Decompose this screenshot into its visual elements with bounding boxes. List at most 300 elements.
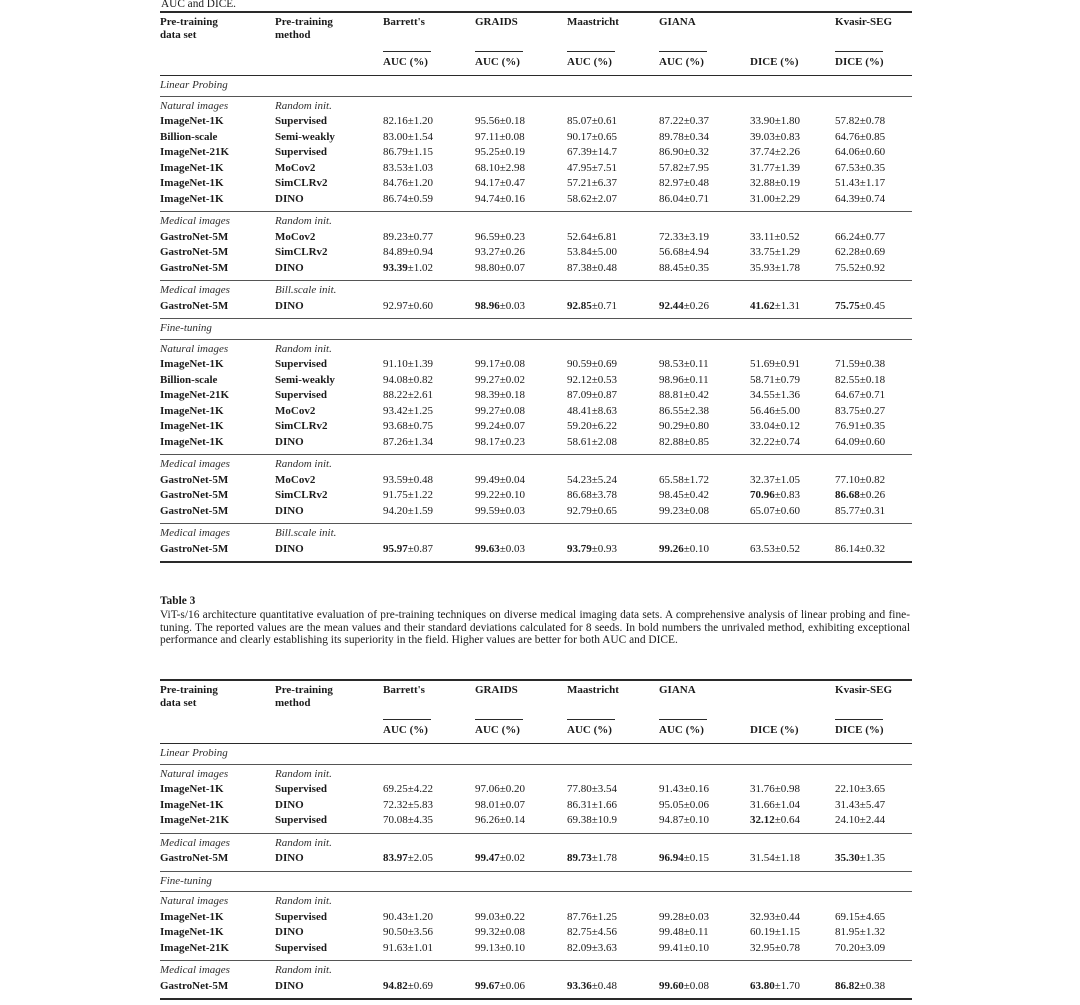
value-std: 0.18 xyxy=(505,389,526,401)
cell-value xyxy=(835,261,912,281)
value-mean: 95.97 xyxy=(383,542,408,555)
plus-minus: ± xyxy=(591,115,598,127)
cell-value xyxy=(835,373,912,389)
group-image-type: Natural images xyxy=(160,892,275,910)
plus-minus: ± xyxy=(591,941,598,954)
cell-value xyxy=(475,473,567,489)
group-filler xyxy=(383,281,912,299)
value-std: 1.25 xyxy=(597,910,618,923)
plus-minus: ± xyxy=(683,435,690,448)
value-mean: 37.74 xyxy=(750,146,775,158)
cell-value xyxy=(750,245,835,261)
value-std: 0.60 xyxy=(780,504,801,517)
cell-value xyxy=(835,798,912,814)
value-std: 0.71 xyxy=(597,299,618,312)
value-std: 5.47 xyxy=(865,798,886,811)
value-mean: 89.78 xyxy=(659,130,684,143)
value-mean: 99.26 xyxy=(659,542,684,555)
value-std: 1.70 xyxy=(780,979,801,992)
value-mean: 32.22 xyxy=(750,435,775,448)
value-mean: 71.59 xyxy=(835,358,860,370)
cell-value xyxy=(750,299,835,319)
plus-minus: ± xyxy=(591,852,598,864)
cell-value xyxy=(750,145,835,161)
plus-minus: ± xyxy=(499,389,506,401)
value-mean: 99.49 xyxy=(475,473,500,486)
cell-value xyxy=(659,145,750,161)
cell-dataset: GastroNet-5M xyxy=(160,473,229,486)
plus-minus: ± xyxy=(407,115,414,127)
cell-value xyxy=(750,813,835,833)
header-group xyxy=(835,680,912,724)
plus-minus: ± xyxy=(499,246,506,258)
value-std: 1.04 xyxy=(780,798,801,811)
plus-minus: ± xyxy=(407,261,414,274)
plus-minus: ± xyxy=(774,130,781,143)
cell-value xyxy=(567,299,659,319)
value-mean: 82.09 xyxy=(567,941,592,954)
cell-value xyxy=(567,114,659,130)
value-std: 0.10 xyxy=(505,941,526,954)
value-mean: 48.41 xyxy=(567,404,592,417)
plus-minus: ± xyxy=(407,473,414,486)
table-row xyxy=(160,504,912,524)
value-std: 1.20 xyxy=(413,177,434,189)
cell-value xyxy=(383,388,475,404)
subheader-metric: DICE (%) xyxy=(750,724,835,744)
subheader-metric: DICE (%) xyxy=(835,56,912,76)
value-std: 0.87 xyxy=(597,389,618,401)
cell-dataset: ImageNet-21K xyxy=(160,389,230,401)
plus-minus: ± xyxy=(859,489,866,501)
plus-minus: ± xyxy=(499,926,506,938)
table3-caption xyxy=(160,595,910,647)
value-std: 4.94 xyxy=(689,246,710,258)
value-std: 3.78 xyxy=(597,489,618,501)
plus-minus: ± xyxy=(774,489,781,501)
plus-minus: ± xyxy=(774,798,781,811)
cell-value xyxy=(659,419,750,435)
value-mean: 70.96 xyxy=(750,489,775,501)
plus-minus: ± xyxy=(407,504,414,517)
plus-minus: ± xyxy=(859,177,866,189)
cell-dataset: ImageNet-1K xyxy=(160,910,224,923)
value-mean: 94.17 xyxy=(475,177,500,189)
plus-minus: ± xyxy=(774,852,781,864)
plus-minus: ± xyxy=(683,177,690,189)
table-row xyxy=(160,176,912,192)
table-row xyxy=(160,388,912,404)
group-filler xyxy=(383,833,912,851)
value-std: 1.36 xyxy=(780,389,801,401)
value-mean: 96.59 xyxy=(475,230,500,243)
value-std: 0.08 xyxy=(505,926,526,938)
value-std: 0.98 xyxy=(780,783,801,795)
cell-dataset: ImageNet-1K xyxy=(160,420,224,432)
value-std: 1.39 xyxy=(780,161,801,174)
value-mean: 34.55 xyxy=(750,389,775,401)
table-row xyxy=(160,542,912,563)
cell-value xyxy=(659,782,750,798)
value-std: 0.78 xyxy=(865,115,886,127)
plus-minus: ± xyxy=(859,246,866,258)
cell-value xyxy=(475,161,567,177)
subheader-metric: AUC (%) xyxy=(475,724,567,744)
value-std: 0.48 xyxy=(597,979,618,992)
group-label-row xyxy=(160,212,912,230)
header-group xyxy=(475,680,567,724)
subheader-metric: AUC (%) xyxy=(567,56,659,76)
plus-minus: ± xyxy=(499,404,506,417)
value-mean: 89.23 xyxy=(383,230,408,243)
plus-minus: ± xyxy=(591,420,598,432)
group-image-type: Medical images xyxy=(160,455,275,473)
value-mean: 99.67 xyxy=(475,979,500,992)
cell-value xyxy=(659,404,750,420)
value-mean: 51.69 xyxy=(750,358,775,370)
cell-dataset: ImageNet-1K xyxy=(160,358,224,370)
plus-minus: ± xyxy=(774,230,781,243)
value-mean: 98.45 xyxy=(659,489,684,501)
cell-value xyxy=(750,925,835,941)
cell-value xyxy=(475,542,567,563)
value-std: 0.03 xyxy=(505,542,526,555)
cell-method: Supervised xyxy=(275,389,327,401)
section-title-row xyxy=(160,744,912,765)
value-mean: 57.82 xyxy=(835,115,860,127)
plus-minus: ± xyxy=(859,420,866,432)
value-mean: 85.77 xyxy=(835,504,860,517)
value-std: 0.64 xyxy=(780,814,801,826)
value-mean: 31.43 xyxy=(835,798,860,811)
plus-minus: ± xyxy=(683,941,690,954)
cell-method: DINO xyxy=(275,504,304,517)
value-mean: 94.20 xyxy=(383,504,408,517)
value-mean: 90.29 xyxy=(659,420,684,432)
value-mean: 86.31 xyxy=(567,798,592,811)
cell-value xyxy=(659,245,750,261)
value-mean: 69.15 xyxy=(835,910,860,923)
cell-dataset: ImageNet-21K xyxy=(160,814,230,826)
plus-minus: ± xyxy=(499,358,506,370)
value-mean: 72.32 xyxy=(383,798,408,811)
group-label-row xyxy=(160,892,912,910)
table-row xyxy=(160,357,912,373)
table-header-row xyxy=(160,12,912,56)
plus-minus: ± xyxy=(591,783,598,795)
value-std: 0.42 xyxy=(689,489,710,501)
plus-minus: ± xyxy=(591,814,598,826)
value-mean: 24.10 xyxy=(835,814,860,826)
cell-method: Supervised xyxy=(275,146,327,158)
plus-minus: ± xyxy=(774,542,781,555)
plus-minus: ± xyxy=(774,910,781,923)
plus-minus: ± xyxy=(499,542,506,555)
plus-minus: ± xyxy=(683,783,690,795)
value-std: 0.23 xyxy=(505,435,526,448)
cell-value xyxy=(567,176,659,192)
value-std: 0.38 xyxy=(865,358,886,370)
value-std: 0.93 xyxy=(597,542,618,555)
cell-value xyxy=(475,798,567,814)
header-group-label: GRAIDS xyxy=(475,16,518,28)
value-std: 1.01 xyxy=(413,941,434,954)
value-std: 1.20 xyxy=(413,910,434,923)
value-std: 0.60 xyxy=(865,146,886,158)
value-mean: 63.53 xyxy=(750,542,775,555)
header-group xyxy=(475,12,567,56)
value-std: 0.11 xyxy=(689,358,709,370)
plus-minus: ± xyxy=(591,404,598,417)
value-mean: 68.10 xyxy=(475,161,500,174)
value-mean: 82.55 xyxy=(835,373,860,386)
value-mean: 93.79 xyxy=(567,542,592,555)
cell-value xyxy=(835,114,912,130)
cell-value xyxy=(567,261,659,281)
cell-method: Supervised xyxy=(275,783,327,795)
value-std: 0.02 xyxy=(505,373,526,386)
plus-minus: ± xyxy=(591,230,598,243)
value-mean: 76.91 xyxy=(835,420,860,432)
value-mean: 92.44 xyxy=(659,299,684,312)
value-mean: 83.53 xyxy=(383,161,408,174)
plus-minus: ± xyxy=(407,420,414,432)
value-mean: 82.16 xyxy=(383,115,408,127)
cell-dataset: GastroNet-5M xyxy=(160,504,229,517)
header-group-underline xyxy=(475,51,523,52)
plus-minus: ± xyxy=(683,814,690,826)
value-std: 4.65 xyxy=(865,910,886,923)
plus-minus: ± xyxy=(407,798,414,811)
cell-value xyxy=(750,851,835,871)
plus-minus: ± xyxy=(859,230,866,243)
plus-minus: ± xyxy=(499,177,506,189)
plus-minus: ± xyxy=(407,435,414,448)
group-init-label: Random init. xyxy=(275,212,383,230)
value-mean: 99.63 xyxy=(475,542,500,555)
plus-minus: ± xyxy=(591,161,598,174)
value-mean: 99.17 xyxy=(475,358,500,370)
plus-minus: ± xyxy=(591,146,598,158)
header-method-col: Pre-training method xyxy=(275,16,333,41)
cell-dataset: GastroNet-5M xyxy=(160,852,229,864)
value-mean: 86.68 xyxy=(567,489,592,501)
value-std: 0.60 xyxy=(413,299,434,312)
table-row xyxy=(160,404,912,420)
value-std: 0.42 xyxy=(689,389,710,401)
value-std: 0.19 xyxy=(505,146,526,158)
subheader-metric: AUC (%) xyxy=(383,56,475,76)
group-filler xyxy=(383,892,912,910)
cell-method: SimCLRv2 xyxy=(275,489,328,501)
cell-dataset: GastroNet-5M xyxy=(160,542,229,555)
plus-minus: ± xyxy=(683,504,690,517)
table-row xyxy=(160,925,912,941)
cell-value xyxy=(567,941,659,961)
value-mean: 59.20 xyxy=(567,420,592,432)
plus-minus: ± xyxy=(499,146,506,158)
value-mean: 32.12 xyxy=(750,814,775,826)
value-mean: 92.85 xyxy=(567,299,592,312)
value-std: 0.18 xyxy=(865,373,886,386)
plus-minus: ± xyxy=(591,389,598,401)
value-std: 1.02 xyxy=(413,261,434,274)
cell-value xyxy=(659,925,750,941)
cell-value xyxy=(750,130,835,146)
plus-minus: ± xyxy=(774,926,781,938)
plus-minus: ± xyxy=(683,389,690,401)
plus-minus: ± xyxy=(683,246,690,258)
value-mean: 97.11 xyxy=(475,130,500,143)
table-row xyxy=(160,130,912,146)
plus-minus: ± xyxy=(683,146,690,158)
table-subheader-row xyxy=(160,724,912,744)
value-mean: 82.97 xyxy=(659,177,684,189)
cell-value xyxy=(383,230,475,246)
cell-value xyxy=(383,435,475,455)
value-mean: 53.84 xyxy=(567,246,592,258)
value-std: 0.82 xyxy=(413,373,434,386)
value-std: 1.59 xyxy=(413,504,434,517)
value-std: 1.54 xyxy=(413,130,434,143)
plus-minus: ± xyxy=(774,979,781,992)
cell-value xyxy=(835,813,912,833)
plus-minus: ± xyxy=(407,941,414,954)
value-std: 0.75 xyxy=(413,420,434,432)
cell-method: MoCov2 xyxy=(275,473,316,486)
plus-minus: ± xyxy=(591,473,598,486)
value-std: 2.07 xyxy=(597,192,618,205)
cell-value xyxy=(475,504,567,524)
value-std: 0.16 xyxy=(689,783,710,795)
plus-minus: ± xyxy=(591,261,598,274)
cell-method: DINO xyxy=(275,192,304,205)
value-mean: 99.28 xyxy=(659,910,684,923)
plus-minus: ± xyxy=(407,146,414,158)
cell-value xyxy=(475,261,567,281)
table-row xyxy=(160,813,912,833)
plus-minus: ± xyxy=(774,192,781,205)
header-group-label: Kvasir-SEG xyxy=(835,16,893,28)
value-mean: 31.54 xyxy=(750,852,775,864)
value-mean: 90.17 xyxy=(567,130,592,143)
cell-value xyxy=(475,419,567,435)
table-row xyxy=(160,373,912,389)
cell-value xyxy=(383,130,475,146)
value-mean: 91.75 xyxy=(383,489,408,501)
cell-value xyxy=(750,504,835,524)
value-std: 0.71 xyxy=(689,192,710,205)
plus-minus: ± xyxy=(683,261,690,274)
value-mean: 96.94 xyxy=(659,852,684,864)
plus-minus: ± xyxy=(774,404,781,417)
value-mean: 93.27 xyxy=(475,246,500,258)
value-mean: 85.07 xyxy=(567,115,592,127)
table3-label: Table 3 xyxy=(160,595,196,607)
group-filler xyxy=(383,455,912,473)
cell-value xyxy=(567,388,659,404)
value-std: 0.77 xyxy=(865,230,886,243)
value-mean: 65.58 xyxy=(659,473,684,486)
cell-value xyxy=(475,145,567,161)
group-init-label: Bill.scale init. xyxy=(275,281,383,299)
section-title-row xyxy=(160,319,912,340)
plus-minus: ± xyxy=(591,130,598,143)
cell-value xyxy=(475,941,567,961)
plus-minus: ± xyxy=(591,435,598,448)
plus-minus: ± xyxy=(859,115,866,127)
value-mean: 86.82 xyxy=(835,979,860,992)
subheader-metric: AUC (%) xyxy=(659,724,750,744)
cell-value xyxy=(835,488,912,504)
plus-minus: ± xyxy=(499,941,506,954)
cell-dataset: GastroNet-5M xyxy=(160,230,229,243)
cell-value xyxy=(383,192,475,212)
value-std: 1.22 xyxy=(413,489,434,501)
cell-value xyxy=(835,192,912,212)
group-label-row xyxy=(160,455,912,473)
value-std: 0.78 xyxy=(780,941,801,954)
value-mean: 77.80 xyxy=(567,783,592,795)
cell-value xyxy=(475,176,567,192)
cell-value xyxy=(750,404,835,420)
plus-minus: ± xyxy=(499,473,506,486)
cell-value xyxy=(567,979,659,1000)
plus-minus: ± xyxy=(683,130,690,143)
cell-method: SimCLRv2 xyxy=(275,246,328,258)
table-row xyxy=(160,299,912,319)
plus-minus: ± xyxy=(683,542,690,555)
cell-dataset: GastroNet-5M xyxy=(160,246,229,258)
value-mean: 62.28 xyxy=(835,246,860,258)
cell-value xyxy=(475,230,567,246)
cell-value xyxy=(659,979,750,1000)
value-mean: 67.53 xyxy=(835,161,860,174)
value-mean: 95.25 xyxy=(475,146,500,158)
value-std: 0.10 xyxy=(689,542,710,555)
cell-value xyxy=(750,542,835,563)
cell-value xyxy=(750,373,835,389)
subheader-empty xyxy=(275,56,383,76)
header-group-label: Maastricht xyxy=(567,16,619,28)
value-mean: 87.09 xyxy=(567,389,592,401)
value-mean: 88.45 xyxy=(659,261,684,274)
cell-dataset: Billion-scale xyxy=(160,373,218,386)
group-filler xyxy=(383,764,912,782)
value-std: 0.91 xyxy=(780,358,801,370)
table-row xyxy=(160,435,912,455)
value-mean: 84.76 xyxy=(383,177,408,189)
cell-value xyxy=(383,161,475,177)
plus-minus: ± xyxy=(499,115,506,127)
cell-value xyxy=(750,782,835,798)
value-std: 5.00 xyxy=(780,404,801,417)
value-std: 4.35 xyxy=(413,814,434,826)
cell-value xyxy=(383,261,475,281)
value-std: 0.71 xyxy=(865,389,886,401)
value-mean: 95.56 xyxy=(475,115,500,127)
value-mean: 58.61 xyxy=(567,435,592,448)
group-image-type: Natural images xyxy=(160,764,275,782)
plus-minus: ± xyxy=(774,941,781,954)
value-std: 5.24 xyxy=(597,473,618,486)
plus-minus: ± xyxy=(859,146,866,158)
value-std: 0.31 xyxy=(865,504,886,517)
value-std: 0.19 xyxy=(780,177,801,189)
value-mean: 98.53 xyxy=(659,358,684,370)
plus-minus: ± xyxy=(774,373,781,386)
plus-minus: ± xyxy=(499,852,506,864)
